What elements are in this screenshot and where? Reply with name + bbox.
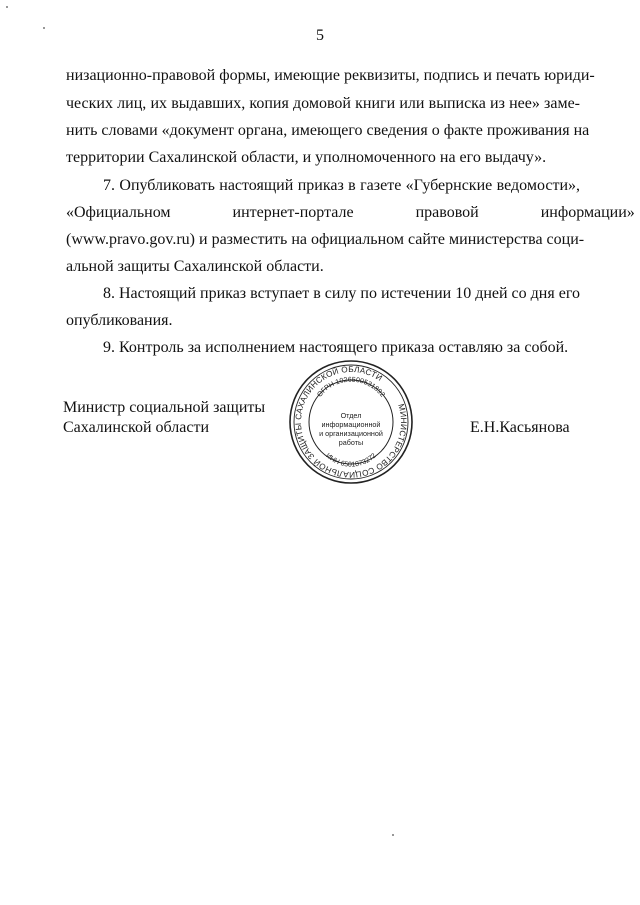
seal-center-text: информационной xyxy=(321,420,381,429)
body-line: нить словами «документ органа, имеющего сведения о факте проживания на xyxy=(66,122,590,139)
paragraph-8-line: опубликования. xyxy=(66,312,173,329)
scan-speck xyxy=(6,6,8,8)
paragraph-7-line: «Официальном интернет-портале правовой информации» xyxy=(66,204,635,221)
paragraph-7-line: (www.pravo.gov.ru) и разместить на официальном сайте министерства соци- xyxy=(66,231,585,248)
paragraph-8-line: 8. Настоящий приказ вступает в силу по истечении 10 дней со дня его xyxy=(103,285,580,302)
signatory-title: Сахалинской области xyxy=(63,419,210,436)
seal-outer-text: МИНИСТЕРСТВО СОЦИАЛЬНОЙ ЗАЩИТЫ САХАЛИНСКОЙ ОБЛАСТИ xyxy=(293,364,409,480)
body-line: ческих лиц, их выдавших, копия домовой книги или выписка из нее» заме- xyxy=(66,95,580,112)
paragraph-7-line: альной защиты Сахалинской области. xyxy=(66,258,324,275)
page-number: 5 xyxy=(316,27,324,44)
paragraph-9-line: 9. Контроль за исполнением настоящего приказа оставляю за собой. xyxy=(103,339,569,356)
body-line: территории Сахалинской области, и уполномоченного на его выдачу». xyxy=(66,149,547,166)
official-seal xyxy=(286,357,416,487)
scan-speck xyxy=(43,27,45,29)
seal-ogrn: ОГРН 1026500531892 xyxy=(316,376,386,399)
signatory-title: Министр социальной защиты xyxy=(63,399,266,416)
signatory-name: Е.Н.Касьянова xyxy=(470,419,570,436)
seal-center-text: и организационной xyxy=(319,429,383,438)
paragraph-7-line: 7. Опубликовать настоящий приказ в газете «Губернские ведомости», xyxy=(103,177,580,194)
seal-center-text: Отдел xyxy=(340,411,362,420)
seal-inn: ИНН 6501073272 xyxy=(324,452,378,469)
body-line: низационно-правовой формы, имеющие реквизиты, подпись и печать юриди- xyxy=(66,67,595,84)
seal-center-text: работы xyxy=(338,438,364,447)
scan-speck xyxy=(392,834,394,836)
